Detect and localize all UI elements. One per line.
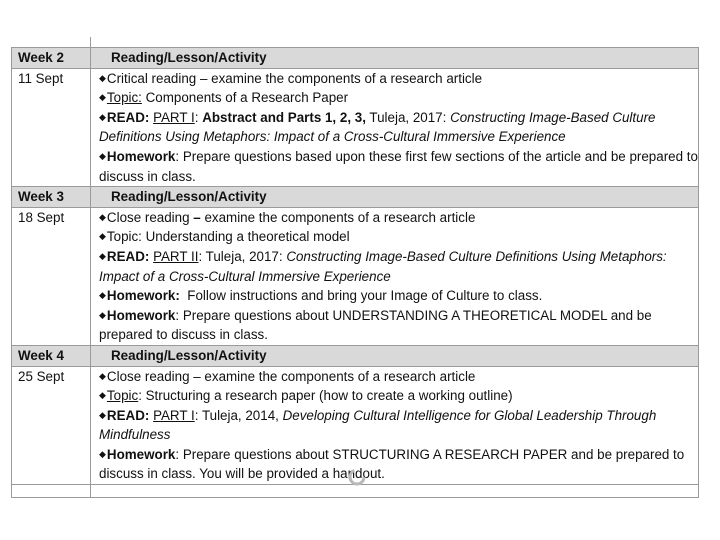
bullet-icon: ◆ bbox=[99, 92, 106, 103]
week-activities bbox=[91, 207, 699, 345]
activity-item: ◆Topic: Components of a Research Paper bbox=[99, 90, 349, 106]
bullet-icon: ◆ bbox=[99, 370, 106, 381]
week-header-row bbox=[12, 345, 699, 366]
week-content-row bbox=[12, 68, 699, 187]
week-label: Week 2 bbox=[12, 48, 91, 69]
week-label: Week 4 bbox=[12, 345, 91, 366]
activity-item: ◆Homework: Prepare questions based upon these first few sections of the article and be prepared to discuss in class. bbox=[99, 148, 698, 184]
activity-item: ◆READ: PART I: Tuleja, 2014, Developing Cultural Intelligence for Global Leadership Through Mindfulness bbox=[99, 407, 657, 443]
activity-item: ◆READ: PART II: Tuleja, 2017: Constructing Image-Based Culture Definitions Using Metaphors: Impact of a Cross-Cultural Immersive Experience bbox=[99, 248, 667, 284]
week-date: 18 Sept bbox=[12, 207, 91, 345]
activity-item: ◆Close reading – examine the components of a research article bbox=[99, 368, 476, 384]
bullet-icon: ◆ bbox=[99, 409, 106, 420]
activity-item: ◆READ: PART I: Abstract and Parts 1, 2, 3, Tuleja, 2017: Constructing Image-Based Culture Definitions Using Metaphors: Impact of a Cross-Cultural Immersive Experience bbox=[99, 109, 656, 145]
bullet-icon: ◆ bbox=[99, 111, 106, 122]
activity-item: ◆Close reading – examine the components of a research article bbox=[99, 209, 476, 225]
bullet-icon: ◆ bbox=[99, 290, 106, 301]
bullet-icon: ◆ bbox=[99, 390, 106, 401]
week-content-row bbox=[12, 207, 699, 345]
loading-spinner-icon bbox=[348, 468, 366, 486]
activity-item: ◆Homework: Prepare questions about UNDERSTANDING A THEORETICAL MODEL and be prepared to discuss in class. bbox=[99, 307, 652, 343]
bullet-icon: ◆ bbox=[99, 211, 106, 222]
week-activities bbox=[91, 68, 699, 187]
bullet-icon: ◆ bbox=[99, 150, 106, 161]
bullet-icon: ◆ bbox=[99, 448, 106, 459]
activity-header: Reading/Lesson/Activity bbox=[91, 187, 699, 208]
activity-item: ◆Topic: Understanding a theoretical model bbox=[99, 229, 350, 245]
activity-item: ◆Critical reading – examine the components of a research article bbox=[99, 70, 483, 86]
week-activities bbox=[91, 366, 699, 485]
week-date: 11 Sept bbox=[12, 68, 91, 187]
activity-item: ◆Homework: Follow instructions and bring your Image of Culture to class. bbox=[99, 288, 543, 304]
week-header-row bbox=[12, 187, 699, 208]
activity-item: ◆Homework: Prepare questions about STRUCTURING A RESEARCH PAPER and be prepared to discuss in class. You will be provided a handout. bbox=[99, 446, 685, 482]
syllabus-table bbox=[11, 47, 699, 498]
week-content-row bbox=[12, 366, 699, 485]
table-tail-row bbox=[12, 485, 699, 498]
bullet-icon: ◆ bbox=[99, 231, 106, 242]
activity-item: ◆Topic: Structuring a research paper (how to create a working outline) bbox=[99, 388, 513, 404]
bullet-icon: ◆ bbox=[99, 250, 106, 261]
week-label: Week 3 bbox=[12, 187, 91, 208]
activity-header: Reading/Lesson/Activity bbox=[91, 48, 699, 69]
bullet-icon: ◆ bbox=[99, 309, 106, 320]
week-date: 25 Sept bbox=[12, 366, 91, 485]
week-header-row bbox=[12, 48, 699, 69]
bullet-icon: ◆ bbox=[99, 72, 106, 83]
activity-header: Reading/Lesson/Activity bbox=[91, 345, 699, 366]
